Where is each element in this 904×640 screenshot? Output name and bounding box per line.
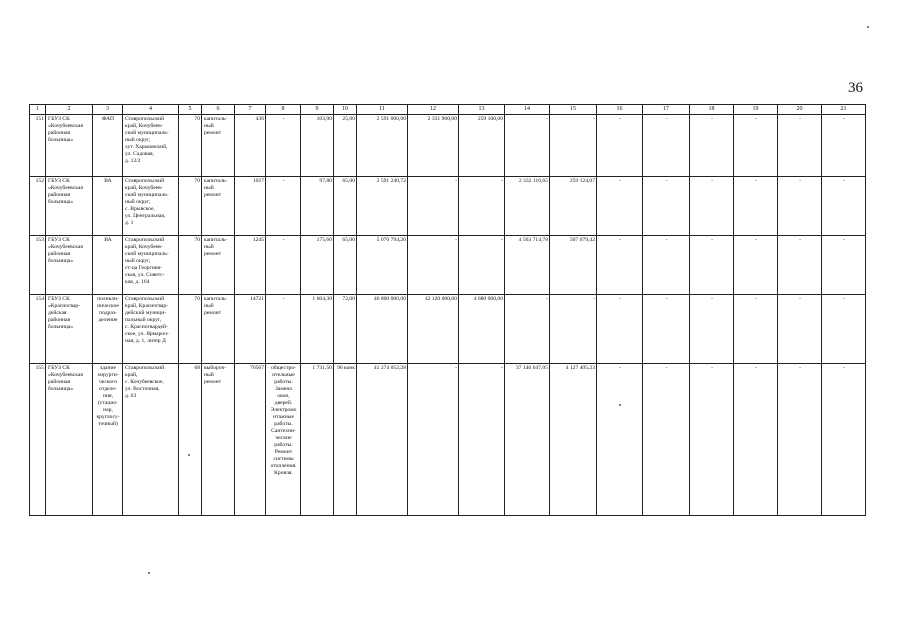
table-cell: - (459, 236, 505, 295)
table-cell: - (643, 295, 690, 364)
table-cell: - (597, 177, 643, 236)
table-cell: - (408, 177, 459, 236)
table-cell: общестро- ительные работы. Замена окон, дверей. Электромо нтажные работы. Сантехни- ческие работы. Ремонт системы отопления. Кровля. (266, 364, 301, 516)
table-cell: - (597, 115, 643, 177)
table-cell: - (505, 115, 550, 177)
table-cell: - (734, 295, 778, 364)
table-cell: - (822, 177, 866, 236)
table-cell: - (597, 236, 643, 295)
table-cell: 259 100,00 (459, 115, 505, 177)
table-row (30, 115, 866, 177)
header-cell: 9 (301, 105, 334, 115)
header-cell: 7 (235, 105, 266, 115)
table-cell: выбороч- ный ремонт (202, 364, 235, 516)
table-cell: - (734, 177, 778, 236)
header-cell: 18 (690, 105, 734, 115)
table-cell: ГБУЗ СК «Красногвар- дейская районная больница» (46, 295, 93, 364)
table-cell: - (266, 295, 301, 364)
table-cell: 175,60 (301, 236, 334, 295)
header-cell: 11 (357, 105, 408, 115)
table-cell: капиталь- ный ремонт (202, 115, 235, 177)
table-cell: ВА (93, 236, 123, 295)
table-cell: 70 (179, 236, 202, 295)
table-cell: 436 (235, 115, 266, 177)
table-cell: 259 124,07 (550, 177, 597, 236)
table-cell: - (550, 115, 597, 177)
table-cell: 1 731,50 (301, 364, 334, 516)
header-cell: 8 (266, 105, 301, 115)
table-cell: 37 146 647,05 (505, 364, 550, 516)
header-cell: 16 (597, 105, 643, 115)
header-cell: 4 (123, 105, 179, 115)
header-cell: 17 (643, 105, 690, 115)
table-cell: 1245 (235, 236, 266, 295)
table-cell: поликли- ническое подраз- деление (93, 295, 123, 364)
table-row (30, 177, 866, 236)
table-cell: 2 332 116,65 (505, 177, 550, 236)
table-cell: - (734, 236, 778, 295)
table-cell: 68 (179, 364, 202, 516)
table-cell: - (822, 236, 866, 295)
scan-speck (867, 26, 869, 28)
table-cell: капиталь- ный ремонт (202, 295, 235, 364)
table-cell: ГБУЗ СК «Кочубеевская районная больница» (46, 177, 93, 236)
table-cell: 96 конк (334, 364, 357, 516)
table-cell: 1027 (235, 177, 266, 236)
table-cell: ГБУЗ СК «Кочубеевская районная больница» (46, 115, 93, 177)
table-cell: - (459, 364, 505, 516)
header-cell: 21 (822, 105, 866, 115)
scan-speck (148, 572, 150, 574)
table-row (30, 364, 866, 516)
table-cell: - (822, 295, 866, 364)
table-cell: 152 (30, 177, 46, 236)
table-cell: капиталь- ный ремонт (202, 177, 235, 236)
table-cell: - (643, 115, 690, 177)
table-cell: - (459, 177, 505, 236)
table-cell: - (690, 364, 734, 516)
table-cell: 72,00 (334, 295, 357, 364)
table-cell: - (643, 364, 690, 516)
header-cell: 19 (734, 105, 778, 115)
header-cell: 2 (46, 105, 93, 115)
table-cell: 14721 (235, 295, 266, 364)
table-cell: ГБУЗ СК «Кочубеевская районная больница» (46, 364, 93, 516)
table-cell: - (408, 364, 459, 516)
table-cell: - (266, 236, 301, 295)
table-cell: 4 127 405,23 (550, 364, 597, 516)
table-cell: - (690, 236, 734, 295)
data-table (29, 104, 866, 516)
table-cell: ФАП (93, 115, 123, 177)
table-cell: - (408, 236, 459, 295)
table-cell: ГБУЗ СК «Кочубеевская районная больница» (46, 236, 93, 295)
table-cell: 65,00 (334, 236, 357, 295)
table-cell: - (690, 177, 734, 236)
table-cell: 2 591 240,72 (357, 177, 408, 236)
table-cell: ВА (93, 177, 123, 236)
table-cell: 76567 (235, 364, 266, 516)
header-cell: 12 (408, 105, 459, 115)
table-cell: - (597, 364, 643, 516)
table-row (30, 295, 866, 364)
table-cell: - (778, 295, 822, 364)
header-row (30, 105, 866, 115)
table-cell: 4 563 714,78 (505, 236, 550, 295)
table-cell: 5 070 794,20 (357, 236, 408, 295)
table-cell: - (550, 295, 597, 364)
table-cell: здание хирурги- ческого отделе- ния, (стацио- нар, круглосу- точный) (93, 364, 123, 516)
header-cell: 3 (93, 105, 123, 115)
table-cell: - (778, 364, 822, 516)
table-cell: 155 (30, 364, 46, 516)
table-cell: - (643, 177, 690, 236)
table-cell: 1 604,30 (301, 295, 334, 364)
table-cell: - (822, 364, 866, 516)
table-cell: Ставропольский край, Кочубеев- ский муниципаль- ный округ, с. Врывское, ул. Центральная, д. 1 (123, 177, 179, 236)
table-cell: Ставропольский край, Кочубеев- ский муниципаль- ный округ, хут. Харьковский, ул. Садовая, д. 12/2 (123, 115, 179, 177)
header-cell: 13 (459, 105, 505, 115)
table-cell: 65,00 (334, 177, 357, 236)
table-cell: - (266, 177, 301, 236)
page-number: 36 (848, 80, 863, 96)
table-cell: 42 120 000,00 (408, 295, 459, 364)
table-cell: 46 800 000,00 (357, 295, 408, 364)
table-cell: - (266, 115, 301, 177)
table-cell: Ставропольский край, Красногвар- дейский муници- пальный округ, с. Красногвардей- ское, ул. Ярмароч- ная, д. 1, литер Д (123, 295, 179, 364)
table-cell: 41 274 052,28 (357, 364, 408, 516)
table-cell: 154 (30, 295, 46, 364)
table-cell: - (734, 115, 778, 177)
header-cell: 20 (778, 105, 822, 115)
table-cell: - (822, 115, 866, 177)
table-row (30, 236, 866, 295)
header-cell: 6 (202, 105, 235, 115)
table-cell: - (734, 364, 778, 516)
table-cell: 70 (179, 177, 202, 236)
header-cell: 15 (550, 105, 597, 115)
table-cell: - (643, 236, 690, 295)
table-cell: 507 079,42 (550, 236, 597, 295)
table-cell: - (505, 295, 550, 364)
table-cell: 70 (179, 115, 202, 177)
table-cell: 97,80 (301, 177, 334, 236)
table-cell: - (597, 295, 643, 364)
table-cell: 2 591 000,00 (357, 115, 408, 177)
header-cell: 10 (334, 105, 357, 115)
table-cell: - (690, 295, 734, 364)
table-cell: 25,00 (334, 115, 357, 177)
table-cell: - (690, 115, 734, 177)
table-cell: Ставропольский край, Кочубеев- ский муниципаль- ный округ, ст-ца Георгиев- ская, ул. Советс- кая, д. 164 (123, 236, 179, 295)
table-cell: - (778, 236, 822, 295)
table-cell: Ставропольский край, с. Кочубеевское, ул. Восточная, д. 63 (123, 364, 179, 516)
header-cell: 5 (179, 105, 202, 115)
table-cell: 4 680 000,00 (459, 295, 505, 364)
scan-speck (188, 454, 190, 456)
scan-speck (619, 404, 621, 406)
table-cell: - (778, 177, 822, 236)
table-cell: 70 (179, 295, 202, 364)
table-cell: 153 (30, 236, 46, 295)
table-cell: - (778, 115, 822, 177)
table-cell: 151 (30, 115, 46, 177)
header-cell: 1 (30, 105, 46, 115)
table-cell: 2 331 900,00 (408, 115, 459, 177)
header-cell: 14 (505, 105, 550, 115)
table-cell: 103,00 (301, 115, 334, 177)
table-cell: капиталь- ный ремонт (202, 236, 235, 295)
